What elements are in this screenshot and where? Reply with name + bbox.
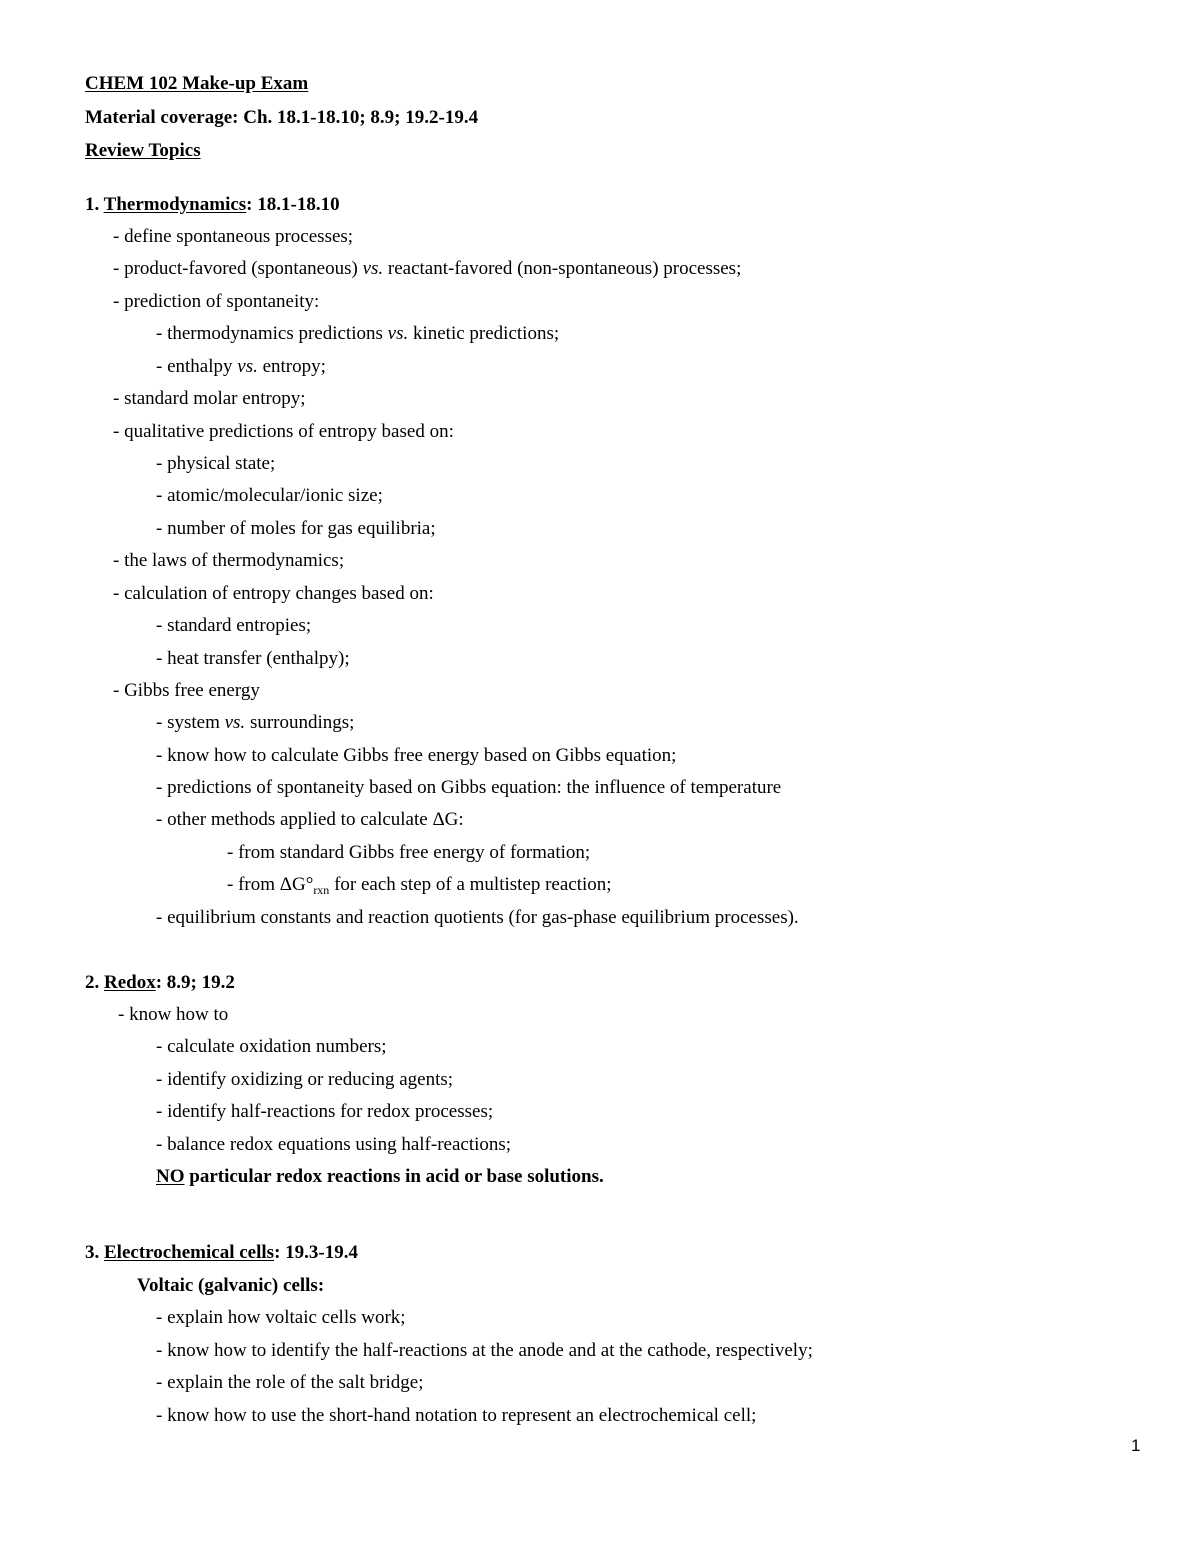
text-run: - from ΔG° [227,874,314,895]
list-subitem: - number of moles for gas equilibria; [156,518,436,539]
section-reference: : 8.9; 19.2 [155,972,235,993]
text-run-italic: vs. [362,258,384,279]
list-subitem [156,713,354,732]
list-subsubitem [227,874,612,897]
list-subitem: - know how to calculate Gibbs free energy based on Gibbs equation; [156,745,677,766]
subheading-voltaic-cells: Voltaic (galvanic) cells: [137,1275,325,1296]
subscript-rxn: rxn [313,883,330,897]
section-number: 2. [85,972,104,993]
redox-note [156,1167,604,1186]
text-run: - system [156,712,225,733]
list-subitem: - other methods applied to calculate ΔG: [156,809,464,830]
section-number: 3. [85,1242,104,1263]
text-run-italic: vs. [237,356,258,377]
text-run: - thermodynamics predictions [156,323,388,344]
list-item: - know how to [118,1004,229,1025]
list-subitem [156,324,559,343]
list-subitem: - equilibrium constants and reaction quotients (for gas-phase equilibrium processes). [156,907,799,928]
section-title: Redox [104,972,156,993]
text-run: kinetic predictions; [408,323,560,344]
text-run: surroundings; [245,712,355,733]
review-topics-heading: Review Topics [85,140,201,161]
text-run: reactant-favored (non-spontaneous) processes; [383,258,742,279]
list-subitem [156,357,326,376]
emphasis-no: NO [156,1166,185,1187]
list-subitem: - physical state; [156,453,276,474]
list-item: - standard molar entropy; [113,388,306,409]
text-run: entropy; [257,356,326,377]
list-subitem: - calculate oxidation numbers; [156,1036,387,1057]
list-subitem: - heat transfer (enthalpy); [156,648,350,669]
text-run-italic: vs. [224,712,246,733]
text-run: for each step of a multistep reaction; [329,874,612,895]
section-reference: : 19.3-19.4 [274,1242,358,1263]
list-subitem: - know how to identify the half-reactions at the anode and at the cathode, respectively; [156,1340,813,1361]
list-subitem: - atomic/molecular/ionic size; [156,485,383,506]
document-title: CHEM 102 Make-up Exam [85,73,309,94]
list-subsubitem: - from standard Gibbs free energy of formation; [227,842,591,863]
list-subitem: - standard entropies; [156,615,312,636]
list-subitem: - identify half-reactions for redox processes; [156,1101,494,1122]
list-subitem: - explain how voltaic cells work; [156,1307,406,1328]
list-item: - define spontaneous processes; [113,226,354,247]
list-item: - prediction of spontaneity: [113,291,320,312]
section-heading-thermodynamics [85,195,340,214]
list-item [113,259,741,278]
material-coverage: Material coverage: Ch. 18.1-18.10; 8.9; 19.2-19.4 [85,107,479,128]
section-number: 1. [85,194,104,215]
text-run: - product-favored (spontaneous) [113,258,363,279]
section-title: Thermodynamics [103,194,247,215]
list-item: - Gibbs free energy [113,680,260,701]
section-title: Electrochemical cells [104,1242,275,1263]
page-number: 1 [1131,1436,1141,1455]
list-item: - qualitative predictions of entropy based on: [113,421,454,442]
list-item: - calculation of entropy changes based on: [113,583,434,604]
text-run: particular redox reactions in acid or base solutions. [184,1166,604,1187]
list-subitem: - identify oxidizing or reducing agents; [156,1069,454,1090]
section-reference: : 18.1-18.10 [246,194,340,215]
text-run-italic: vs. [387,323,409,344]
section-heading-redox [85,973,235,992]
list-subitem: - explain the role of the salt bridge; [156,1372,424,1393]
list-subitem: - know how to use the short-hand notation to represent an electrochemical cell; [156,1405,757,1426]
list-subitem: - balance redox equations using half-reactions; [156,1134,512,1155]
text-run: - enthalpy [156,356,238,377]
list-subitem: - predictions of spontaneity based on Gibbs equation: the influence of temperature [156,777,782,798]
list-item: - the laws of thermodynamics; [113,550,345,571]
section-heading-electrochemical-cells [85,1243,358,1262]
